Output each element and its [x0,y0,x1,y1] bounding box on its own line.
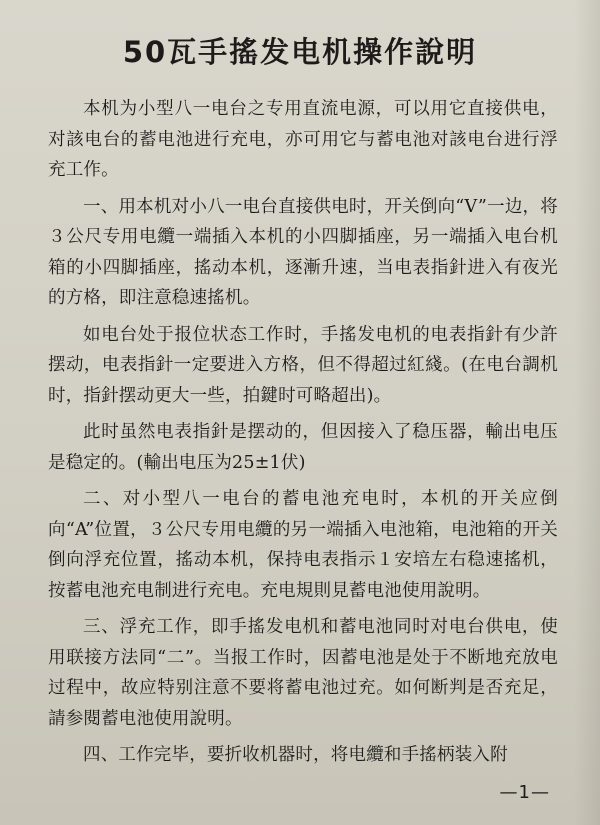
page-edge-shadow [574,0,600,825]
paragraph-section-2: 二、对小型八一电台的蓄电池充电时，本机的开关应倒向“A”位置，３公尺专用电纜的另一端插入电池箱，电池箱的开关倒向浮充位置，搖动本机，保持电表指示１安培左右稳速搖机，按蓄电池充电制进行充电。充电規則見蓄电池使用說明。 [48,489,558,601]
paragraph-section-4: 四、工作完毕，要折收机器时，将电纜和手搖柄装入附 [83,745,508,765]
page-number: —1— [499,782,550,803]
paragraph-intro: 本机为小型八一电台之专用直流电源，可以用它直接供电，对該电台的蓄电池进行充电，亦可用它与蓄电池对該电台进行浮充工作。 [48,99,558,180]
page-title: 50瓦手搖发电机操作說明 [122,35,478,69]
paragraph-section-1-voltage: 此时虽然电表指針是摆动的，但因接入了稳压器，輸出电压是稳定的。(輸出电压为25±1伏) [48,422,558,473]
paragraph-section-1-note: 如电台处于报位状态工作时，手搖发电机的电表指針有少許摆动，电表指針一定要进入方格，但不得超过紅綫。(在电台調机时，指針摆动更大一些，拍鍵时可略超出)。 [48,324,558,406]
paragraph-section-3: 三、浮充工作，即手搖发电机和蓄电池同时对电台供电，使用联接方法同“二”。当报工作时，因蓄电池是处于不断地充放电过程中，故应特别注意不要将蓄电池过充。如何断判是否充足，請参閱蓄电池使用說明。 [48,617,558,729]
body-text [48,94,558,775]
paragraph-section-1: 一、用本机对小八一电台直接供电时，开关倒向“V”一边，将３公尺专用电纜一端插入本机的小四脚插座，另一端插入电台机箱的小四脚插座，搖动本机，逐漸升速，当电表指針进入有夜光的方格，即注意稳速搖机。 [48,196,558,308]
